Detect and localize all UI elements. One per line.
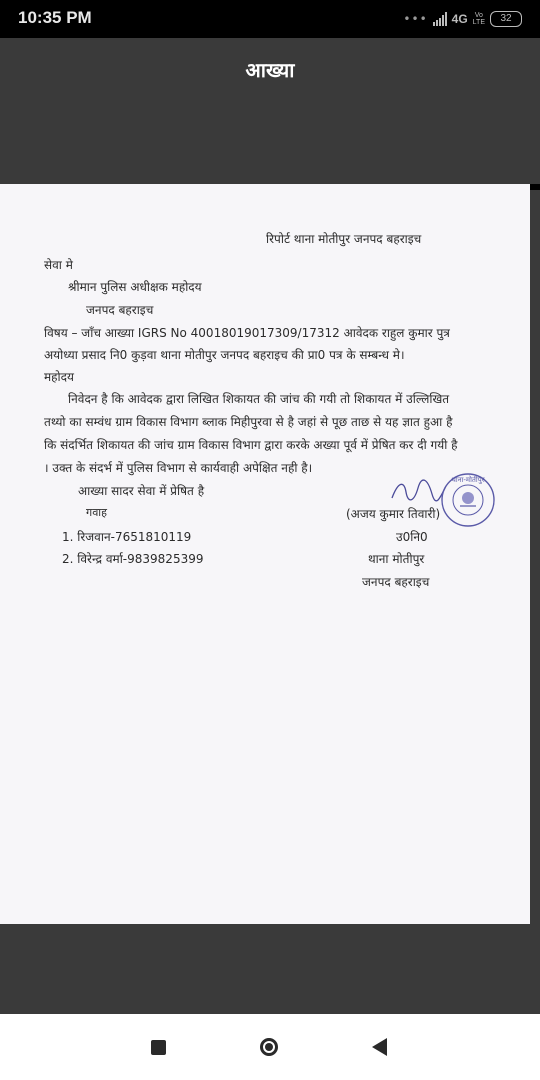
triangle-back-icon: [372, 1038, 387, 1056]
square-icon: [151, 1040, 166, 1055]
witness-label: गवाह: [86, 506, 107, 519]
to-line: सेवा मे: [44, 258, 73, 272]
witness-item: 2. विरेन्द्र वर्मा-9839825399: [62, 552, 204, 566]
recents-button[interactable]: [145, 1034, 171, 1060]
signal-strength-icon: [433, 12, 447, 26]
status-time: 10:35 PM: [18, 8, 92, 27]
witness-item: 1. रिजवान-7651810119: [62, 530, 192, 544]
home-button[interactable]: [256, 1034, 282, 1060]
network-type: 4G: [451, 12, 468, 26]
signatory-station: थाना मोतीपुर: [368, 552, 425, 566]
navigation-bar: [0, 1014, 540, 1080]
report-heading: रिपोर्ट थाना मोतीपुर जनपद बहराइच: [266, 232, 422, 246]
document-edge: [530, 184, 540, 190]
document-image[interactable]: [0, 184, 530, 924]
battery-icon: 32: [490, 11, 522, 27]
circle-home-icon: [260, 1038, 278, 1056]
subject-line-2: अयोध्या प्रसाद नि0 कुड़वा थाना मोतीपुर जनपद बहराइच की प्रा0 पत्र के सम्बन्ध मे।: [44, 348, 405, 362]
notification-dots-icon: •••: [403, 12, 428, 26]
seal-lettering: थाना-मोतीपुर: [451, 476, 485, 484]
subject-line-1: विषय – जाँच आख्या IGRS No 40018019017309/17312 आवेदक राहुल कुमार पुत्र: [44, 326, 450, 340]
submission-line: आख्या सादर सेवा में प्रेषित है: [78, 484, 205, 498]
body-line: । उक्त के संदर्भ में पुलिस विभाग से कार्यवाही अपेक्षित नही है।: [44, 461, 313, 475]
status-bar: [0, 0, 540, 38]
body-line: कि संदर्भित शिकायत की जांच ग्राम विकास विभाग द्वारा करके अख्या पूर्व में प्रेषित कर दी गयी है: [44, 438, 458, 452]
signatory-name: (अजय कुमार तिवारी): [346, 507, 441, 521]
body-line: निवेदन है कि आवेदक द्वारा लिखित शिकायत की जांच की गयी तो शिकायत में उल्लिखित: [68, 392, 450, 406]
addressee: श्रीमान पुलिस अधीक्षक महोदय: [68, 280, 202, 294]
viewer-background: [0, 924, 540, 1014]
signatory-district: जनपद बहराइच: [362, 575, 430, 589]
signature-scribble: [388, 476, 448, 506]
volte-icon: Vo LTE: [472, 12, 485, 26]
signatory-rank: उ0नि0: [396, 530, 428, 544]
police-station-seal-icon: [440, 472, 496, 528]
page-title: आख्या: [245, 58, 295, 82]
district-line: जनपद बहराइच: [86, 303, 154, 317]
salutation: महोदय: [44, 370, 74, 384]
app-header: [0, 38, 540, 184]
back-button[interactable]: [366, 1034, 392, 1060]
status-icons: [403, 10, 522, 28]
body-line: तथ्यो का सम्वंध ग्राम विकास विभाग ब्लाक मिहीपुरवा से है जहां से पूछ ताछ से यह ज्ञात हुआ है: [44, 415, 453, 429]
